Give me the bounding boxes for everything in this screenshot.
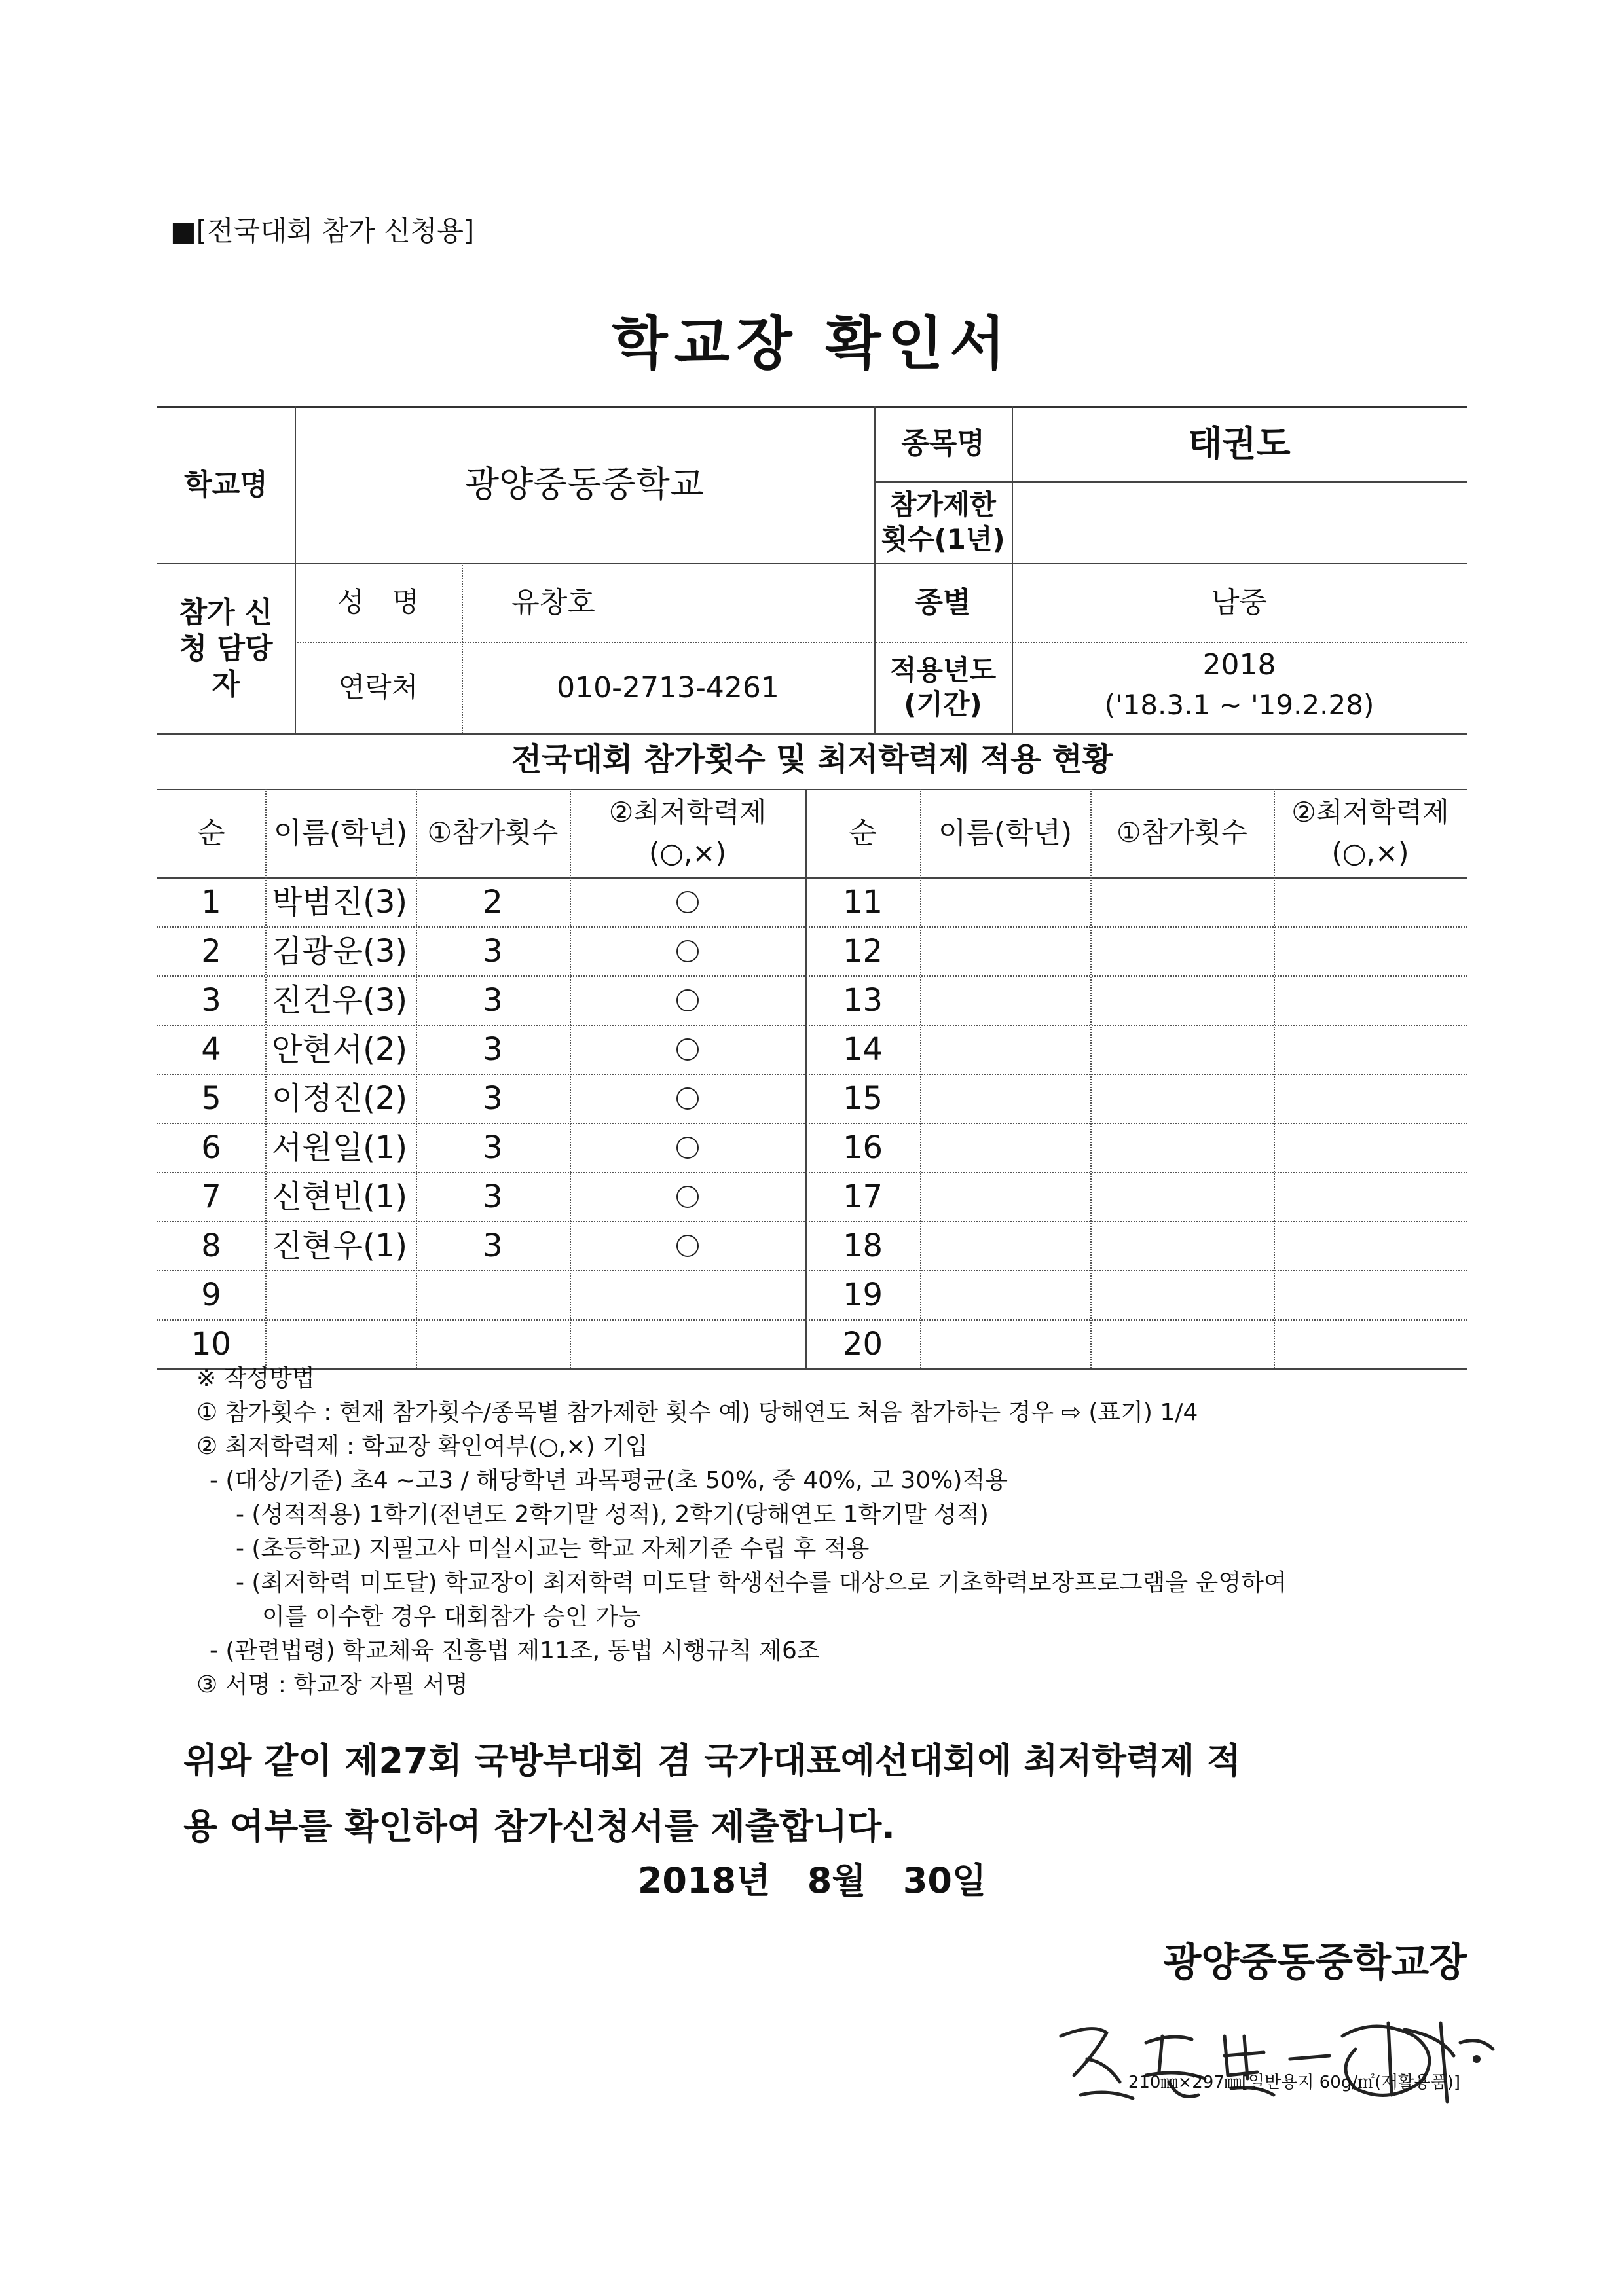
- header-no: 순: [197, 816, 225, 850]
- row-number-right: 19: [842, 1276, 883, 1313]
- school-name-label: 학교명: [184, 467, 268, 501]
- student-name: [265, 1319, 422, 1368]
- instruction-line: ② 최저학력제 : 학교장 확인여부(○,×) 기입: [196, 1433, 648, 1460]
- row-number: 3: [201, 981, 221, 1019]
- participation-count: [416, 1270, 570, 1319]
- min-academic-mark: [570, 877, 805, 926]
- contact-name-label: 성 명: [337, 585, 419, 618]
- school-name-value: 광양중동중학교: [464, 464, 705, 505]
- row-number: 7: [201, 1178, 221, 1215]
- instruction-line: ③ 서명 : 학교장 자필 서명: [196, 1671, 468, 1698]
- header-name-right: 이름(학년): [938, 816, 1073, 850]
- participation-count: 3: [483, 1129, 503, 1166]
- sport-label: 종목명: [901, 427, 985, 460]
- student-name: 진현우(1): [272, 1227, 408, 1264]
- header-min-academic-right: ②최저학력제: [1291, 795, 1449, 828]
- category-label: 종별: [915, 585, 971, 619]
- contact-phone-label: 연락처: [338, 670, 418, 703]
- instructions: [196, 1362, 1480, 1702]
- header-min-academic: ②최저학력제: [608, 795, 767, 828]
- participation-limit-value: [1012, 481, 1467, 563]
- student-name: 이정진(2): [272, 1080, 408, 1117]
- row-number-right: 15: [842, 1080, 883, 1117]
- header-no-right: 순: [849, 816, 877, 850]
- instruction-line: - (초등학교) 지필고사 미실시교는 학교 자체기준 수립 후 적용: [236, 1535, 870, 1562]
- status-table-title: 전국대회 참가횟수 및 최저학력제 적용 현황: [511, 741, 1113, 778]
- min-academic-mark: [570, 1025, 805, 1074]
- row-number-right: 17: [842, 1178, 883, 1215]
- form-type-label: ■[전국대회 참가 신청용]: [170, 215, 475, 247]
- min-academic-mark: [570, 1074, 805, 1123]
- student-name: 신현빈(1): [272, 1178, 408, 1215]
- applicable-year-label: 적용년도 (기간): [889, 653, 997, 720]
- row-number-right: 18: [842, 1227, 883, 1264]
- participation-count: 3: [483, 1227, 503, 1264]
- issue-date: 2018년 8월 30일: [637, 1860, 987, 1901]
- row-number: 10: [191, 1325, 232, 1362]
- participation-count: 2: [483, 883, 503, 920]
- row-number: 9: [201, 1276, 221, 1313]
- min-academic-mark: [570, 1221, 805, 1270]
- student-name: 진건우(3): [272, 981, 408, 1019]
- header-count-right: ①참가횟수: [1116, 816, 1247, 849]
- statement-line-1: 위와 같이 제27회 국방부대회 겸 국가대표예선대회에 최저학력제 적: [183, 1740, 1242, 1781]
- student-name: 김광운(3): [272, 932, 408, 970]
- confirmation-statement: [183, 1728, 1467, 1859]
- participation-count: 3: [483, 1178, 503, 1215]
- category-value: 남중: [1211, 585, 1267, 619]
- document-title: 학교장 확인서: [612, 310, 1012, 377]
- participation-count: 3: [483, 981, 503, 1019]
- header-count: ①참가횟수: [427, 816, 559, 849]
- signature-dot: [1473, 2055, 1481, 2063]
- principal-signature: [1048, 1997, 1506, 2115]
- row-number-right: 14: [842, 1030, 883, 1068]
- row-number-right: 20: [842, 1325, 883, 1362]
- row-number: 6: [201, 1129, 221, 1166]
- min-academic-mark: [570, 975, 805, 1025]
- row-number-right: 11: [842, 883, 883, 920]
- instruction-line: 이를 이수한 경우 대회참가 승인 가능: [262, 1603, 641, 1630]
- student-name: 박범진(3): [272, 883, 408, 920]
- participation-count: [416, 1319, 570, 1368]
- instructions-heading: ※ 작성방법: [196, 1365, 315, 1392]
- student-name: 안현서(2): [272, 1030, 408, 1068]
- header-min-academic-sub: (○,×): [649, 836, 726, 869]
- participation-limit-label: 참가제한 횟수(1년): [881, 488, 1005, 555]
- min-academic-mark: [570, 1172, 805, 1221]
- min-academic-mark: [570, 1123, 805, 1172]
- applicable-year-value: 2018: [1202, 647, 1276, 682]
- row-number-right: 12: [842, 932, 883, 970]
- student-name: [265, 1270, 422, 1319]
- row-number: 8: [201, 1227, 221, 1264]
- row-number-right: 16: [842, 1129, 883, 1166]
- row-number: 5: [201, 1080, 221, 1117]
- min-academic-mark: [570, 926, 805, 975]
- header-min-academic-sub-right: (○,×): [1331, 836, 1409, 869]
- participation-count: 3: [483, 1030, 503, 1068]
- instruction-line: - (최저학력 미도달) 학교장이 최저학력 미도달 학생선수를 대상으로 기초학력보장프로그램을 운영하여: [236, 1569, 1287, 1596]
- row-number-right: 13: [842, 981, 883, 1019]
- paper-spec-note: 210㎜×297㎜[일반용지 60g/㎡(재활용품)]: [1128, 2073, 1460, 2092]
- applicable-period-value: ('18.3.1 ~ '19.2.28): [1104, 689, 1375, 721]
- instruction-line: - (대상/기준) 초4 ~고3 / 해당학년 과목평균(초 50%, 중 40%, 고 30%)적용: [210, 1467, 1008, 1494]
- principal-title: 광양중동중학교장: [1163, 1940, 1467, 1986]
- row-number: 1: [201, 883, 221, 920]
- contact-phone-value: 010-2713-4261: [557, 670, 779, 704]
- participation-count: 3: [483, 932, 503, 970]
- contact-name-value: 유창호: [511, 585, 595, 619]
- contact-person-label: 참가 신청 담당자: [179, 595, 273, 701]
- row-number: 2: [201, 932, 221, 970]
- student-name: 서원일(1): [272, 1129, 408, 1166]
- sport-value: 태권도: [1188, 422, 1291, 464]
- statement-line-2: 용 여부를 확인하여 참가신청서를 제출합니다.: [183, 1806, 895, 1847]
- participation-count: 3: [483, 1080, 503, 1117]
- instruction-line: ① 참가횟수 : 현재 참가횟수/종목별 참가제한 횟수 예) 당해연도 처음 참가하는 경우 ⇨ (표기) 1/4: [196, 1399, 1198, 1426]
- header-name: 이름(학년): [273, 816, 408, 850]
- row-number: 4: [201, 1030, 221, 1068]
- instruction-line: - (관련법령) 학교체육 진흥법 제11조, 동법 시행규칙 제6조: [210, 1637, 820, 1664]
- instruction-line: - (성적적용) 1학기(전년도 2학기말 성적), 2학기(당해연도 1학기말 성적): [236, 1501, 989, 1528]
